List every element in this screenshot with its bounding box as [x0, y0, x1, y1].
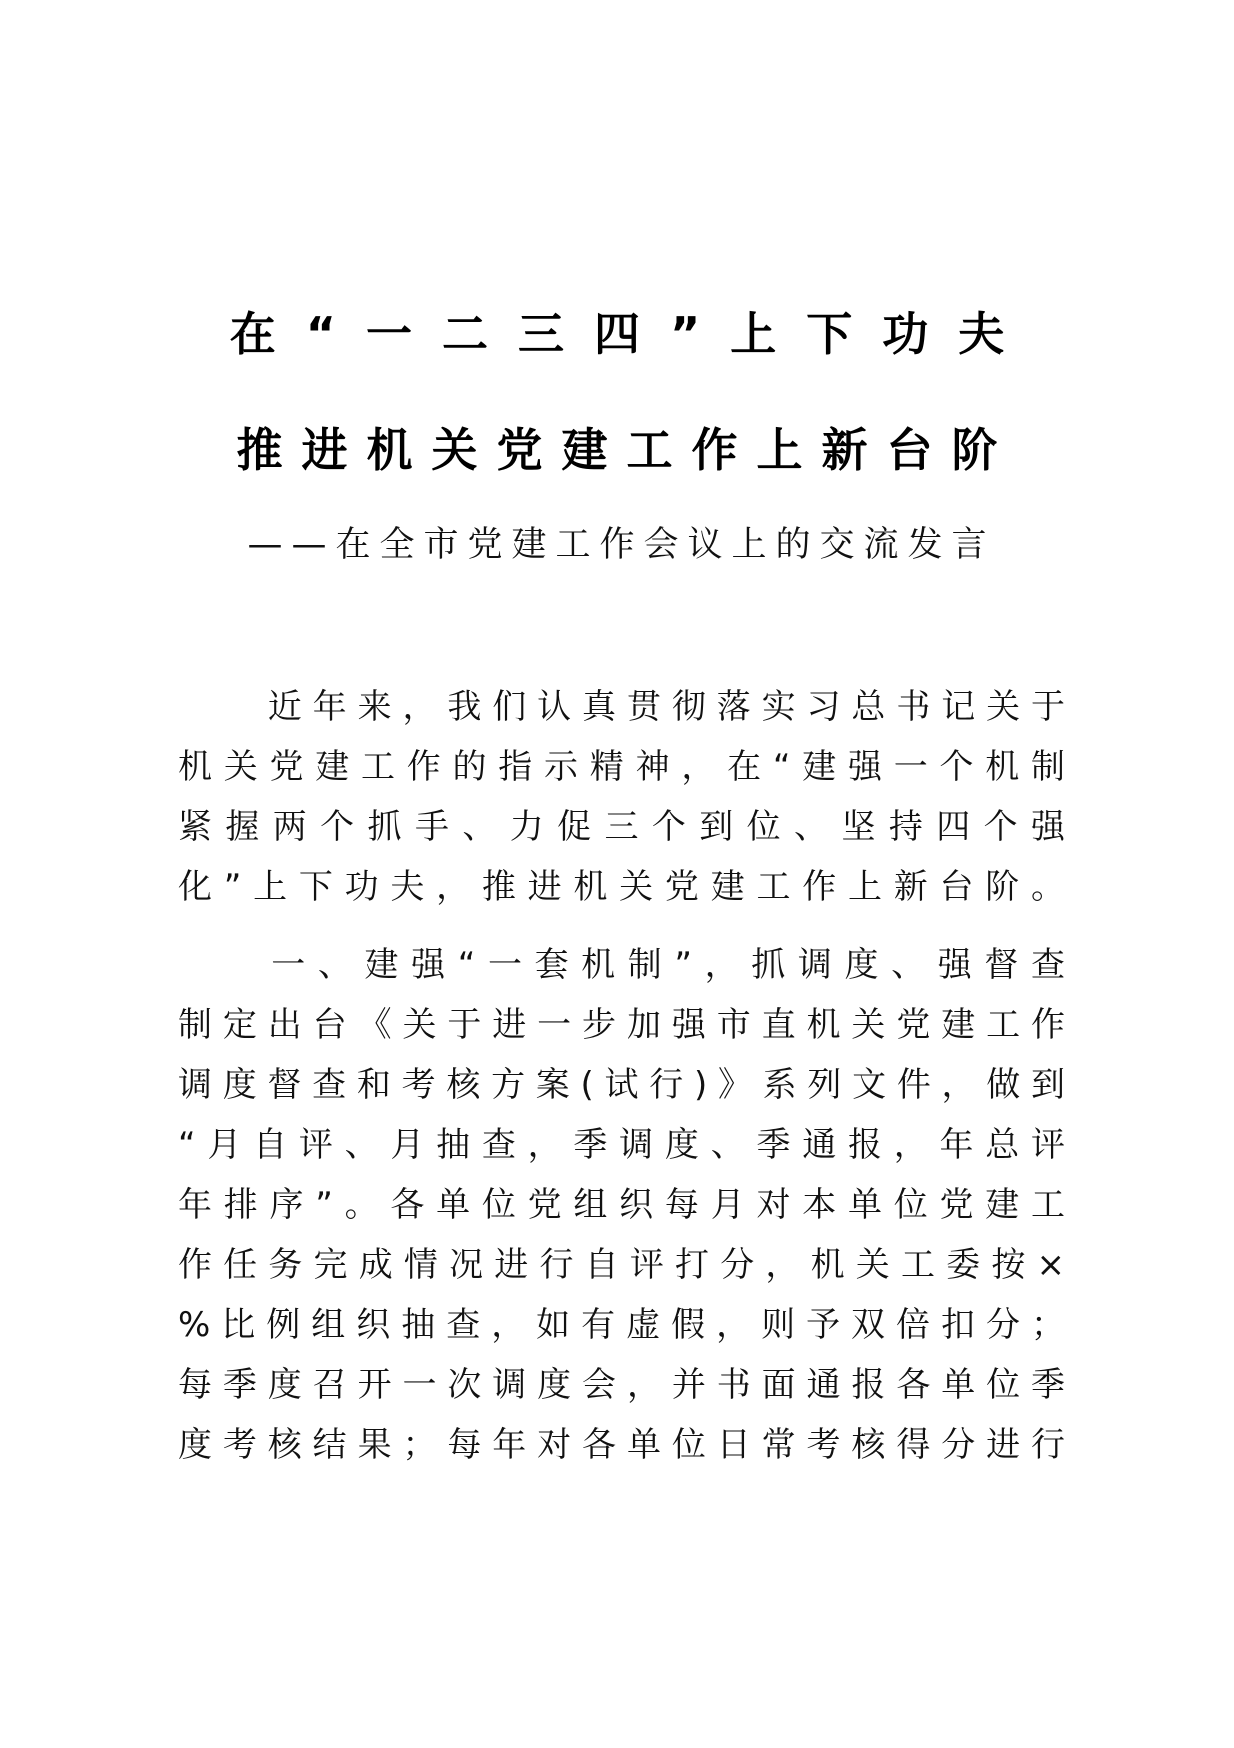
- paragraph-line: 制定出台《关于进一步加强市直机关党建工作: [178, 1005, 1068, 1045]
- paragraph-line: 作任务完成情况进行自评打分，机关工委按×: [178, 1245, 1068, 1285]
- document-title-line-1: 在“一二三四”上下功夫: [229, 307, 1035, 361]
- paragraph-intro: [178, 677, 1068, 917]
- paragraph-line: 化”上下功夫，推进机关党建工作上新台阶。: [178, 867, 1068, 907]
- paragraph-line: 度考核结果；每年对各单位日常考核得分进行: [178, 1425, 1068, 1465]
- paragraph-line: 每季度召开一次调度会，并书面通报各单位季: [178, 1365, 1068, 1405]
- paragraph-line: 一、建强“一套机制”，抓调度、强督查: [178, 945, 1068, 985]
- paragraph-line: 年排序”。各单位党组织每月对本单位党建工: [178, 1185, 1068, 1225]
- paragraph-line: 机关党建工作的指示精神，在“建强一个机制: [178, 747, 1068, 787]
- paragraph-section-one: [178, 935, 1068, 1475]
- document-subtitle: ——在全市党建工作会议上的交流发言: [247, 525, 996, 565]
- paragraph-line: 紧握两个抓手、力促三个到位、坚持四个强: [178, 807, 1068, 847]
- paragraph-line: %比例组织抽查，如有虚假，则予双倍扣分；: [178, 1305, 1068, 1345]
- document-title-line-2: 推进机关党建工作上新台阶: [236, 423, 1017, 477]
- paragraph-line: 近年来，我们认真贯彻落实习总书记关于: [178, 687, 1068, 727]
- paragraph-line: 调度督查和考核方案(试行)》系列文件，做到: [178, 1065, 1068, 1105]
- paragraph-line: “月自评、月抽查，季调度、季通报，年总评: [178, 1125, 1068, 1165]
